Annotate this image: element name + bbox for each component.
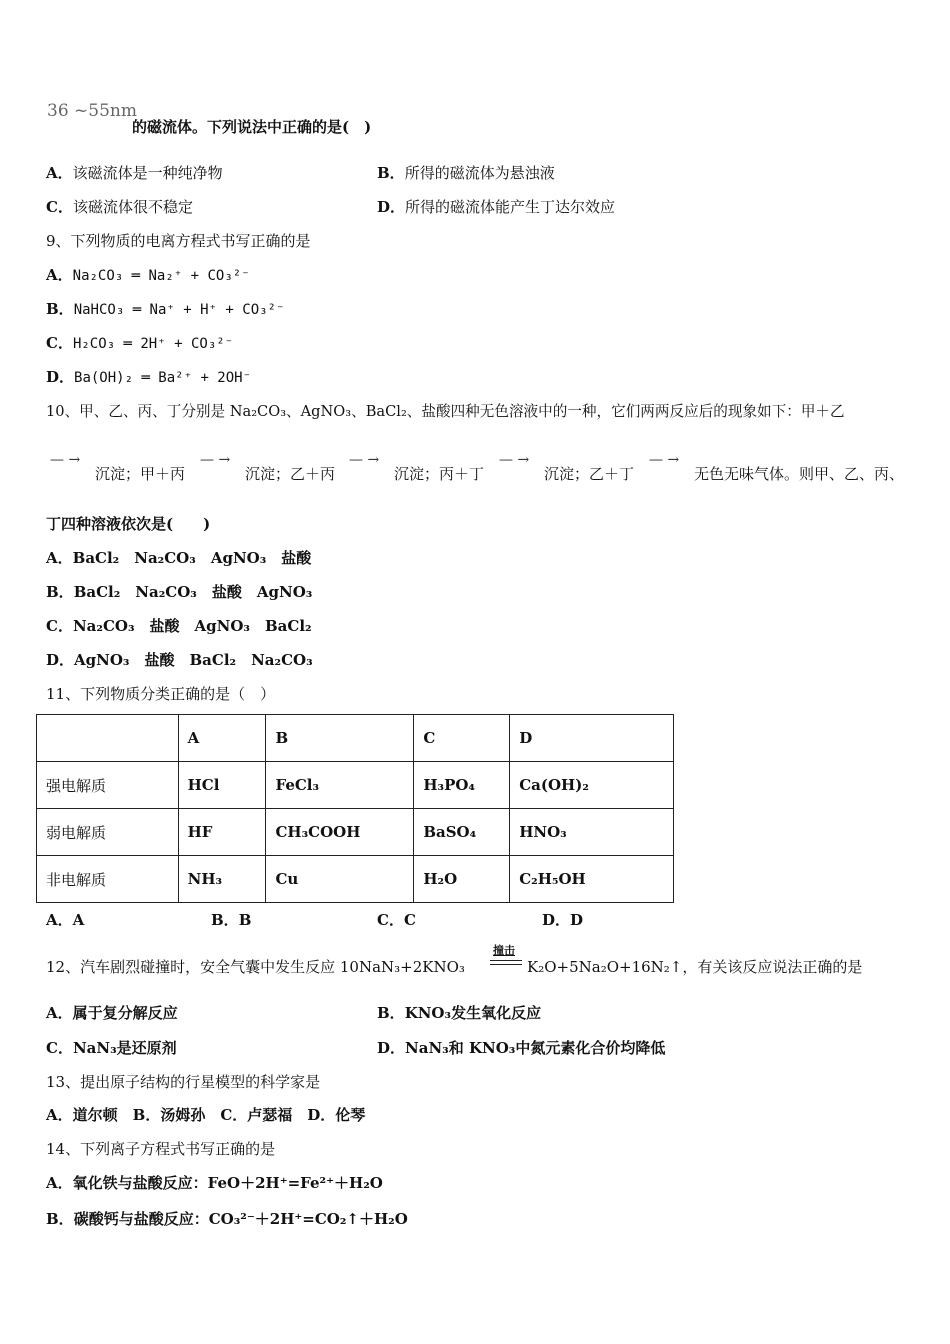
table-cell: BaSO₄ bbox=[414, 809, 510, 856]
q8-stem-tail: 的磁流体。下列说法中正确的是( ) bbox=[132, 118, 372, 136]
option-text: Na₂CO₃ 盐酸 AgNO₃ BaCl₂ bbox=[72, 617, 312, 635]
q8-option-c[interactable] bbox=[46, 196, 193, 217]
option-text: KNO₃发生氧化反应 bbox=[404, 1004, 542, 1022]
q14-option-a[interactable] bbox=[46, 1172, 383, 1193]
option-label: A． bbox=[46, 1174, 73, 1192]
option-text: 所得的磁流体为悬浊液 bbox=[404, 164, 555, 182]
equals-line-bottom bbox=[490, 964, 522, 965]
q13-stem: 13、提出原子结构的行星模型的科学家是 bbox=[46, 1073, 321, 1091]
q10-seg2: 沉淀；乙＋丙 bbox=[245, 465, 336, 483]
option-text: NaN₃是还原剂 bbox=[72, 1039, 177, 1057]
q13-options[interactable]: A．道尔顿 B．汤姆孙 C．卢瑟福 D．伦琴 bbox=[46, 1106, 366, 1124]
q9-option-b[interactable] bbox=[46, 298, 284, 319]
q14-stem: 14、下列离子方程式书写正确的是 bbox=[46, 1140, 276, 1158]
option-text: NaHCO₃ ═ Na⁺ + H⁺ + CO₃²⁻ bbox=[73, 302, 285, 318]
table-cell: C₂H₅OH bbox=[510, 856, 674, 903]
option-label: B． bbox=[46, 300, 74, 318]
option-label: B． bbox=[377, 1004, 405, 1022]
table-header-cell: A bbox=[178, 715, 266, 762]
q11-stem: 11、下列物质分类正确的是（ ） bbox=[46, 685, 276, 703]
option-text: B bbox=[238, 911, 252, 929]
option-text: BaCl₂ Na₂CO₃ 盐酸 AgNO₃ bbox=[73, 583, 313, 601]
q8-option-d[interactable] bbox=[377, 196, 615, 217]
option-text: BaCl₂ Na₂CO₃ AgNO₃ 盐酸 bbox=[72, 549, 312, 567]
option-label: C． bbox=[46, 617, 73, 635]
q10-seg3: 沉淀；丙＋丁 bbox=[394, 465, 485, 483]
q9-option-a[interactable] bbox=[46, 264, 250, 285]
table-cell: CH₃COOH bbox=[266, 809, 414, 856]
option-text: C bbox=[403, 911, 416, 929]
reaction-arrow: — → bbox=[50, 452, 81, 468]
q12-option-c[interactable] bbox=[46, 1037, 177, 1058]
option-text: A bbox=[72, 911, 85, 929]
q12-stem-after: K₂O+5Na₂O+16N₂↑，有关该反应说法正确的是 bbox=[527, 958, 863, 976]
option-label: D． bbox=[46, 368, 75, 386]
q10-seg5: 无色无味气体。则甲、乙、丙、 bbox=[694, 465, 905, 483]
option-text: 属于复分解反应 bbox=[72, 1004, 178, 1022]
option-label: D． bbox=[377, 198, 406, 216]
option-text: 该磁流体是一种纯净物 bbox=[72, 164, 223, 182]
q10-option-a[interactable] bbox=[46, 547, 311, 568]
option-label: C． bbox=[46, 1039, 73, 1057]
reaction-arrow: — → bbox=[349, 452, 380, 468]
table-row bbox=[37, 809, 674, 856]
equals-line-top bbox=[490, 960, 522, 961]
table-cell: H₃PO₄ bbox=[414, 762, 510, 809]
option-text: NaN₃和 KNO₃中氮元素化合价均降低 bbox=[405, 1039, 666, 1057]
table-row bbox=[37, 762, 674, 809]
q12-option-d[interactable] bbox=[377, 1037, 665, 1058]
reaction-arrow: — → bbox=[200, 452, 231, 468]
reaction-arrow: — → bbox=[649, 452, 680, 468]
table-cell: HCl bbox=[178, 762, 266, 809]
option-text: AgNO₃ 盐酸 BaCl₂ Na₂CO₃ bbox=[74, 651, 313, 669]
table-cell: Cu bbox=[266, 856, 414, 903]
option-label: B． bbox=[46, 1210, 74, 1228]
q10-line3: 丁四种溶液依次是( ) bbox=[46, 515, 211, 533]
q12-stem-before: 12、汽车剧烈碰撞时，安全气囊中发生反应 10NaN₃+2KNO₃ bbox=[46, 958, 465, 976]
option-label: A． bbox=[46, 549, 73, 567]
table-header-row bbox=[37, 715, 674, 762]
option-label: B． bbox=[377, 164, 405, 182]
option-label: D． bbox=[542, 911, 571, 929]
q10-seg4: 沉淀；乙＋丁 bbox=[544, 465, 635, 483]
q12-option-a[interactable] bbox=[46, 1002, 178, 1023]
table-cell: FeCl₃ bbox=[266, 762, 414, 809]
option-label: B． bbox=[46, 583, 74, 601]
q11-option-c[interactable] bbox=[377, 909, 416, 930]
table-header-cell: B bbox=[266, 715, 414, 762]
q11-option-b[interactable] bbox=[211, 909, 251, 930]
q10-seg1: 沉淀；甲＋丙 bbox=[95, 465, 186, 483]
option-label: D． bbox=[46, 651, 75, 669]
reaction-condition: 撞击 bbox=[493, 944, 515, 957]
table-cell: HNO₃ bbox=[510, 809, 674, 856]
nanometer-range-text: 36 ~55nm bbox=[47, 101, 137, 121]
q11-option-a[interactable] bbox=[46, 909, 84, 930]
option-text: Na₂CO₃ ═ Na₂⁺ + CO₃²⁻ bbox=[72, 268, 250, 284]
q8-option-b[interactable] bbox=[377, 162, 555, 183]
table-cell: 强电解质 bbox=[37, 762, 179, 809]
q8-option-a[interactable] bbox=[46, 162, 223, 183]
table-cell: NH₃ bbox=[178, 856, 266, 903]
table-cell: HF bbox=[178, 809, 266, 856]
q10-option-b[interactable] bbox=[46, 581, 312, 602]
q10-option-d[interactable] bbox=[46, 649, 313, 670]
option-label: B． bbox=[211, 911, 239, 929]
reaction-arrow: — → bbox=[499, 452, 530, 468]
option-text: 氧化铁与盐酸反应：FeO＋2H⁺=Fe²⁺＋H₂O bbox=[72, 1174, 383, 1192]
option-label: A． bbox=[46, 266, 73, 284]
table-cell: 非电解质 bbox=[37, 856, 179, 903]
q10-line1: 10、甲、乙、丙、丁分别是 Na₂CO₃、AgNO₃、BaCl₂、盐酸四种无色溶液中的一种，它们两两反应后的现象如下：甲＋乙 bbox=[46, 403, 845, 420]
option-label: A． bbox=[46, 1004, 73, 1022]
q9-option-c[interactable] bbox=[46, 332, 233, 353]
table-header-cell: C bbox=[414, 715, 510, 762]
option-label: C． bbox=[46, 198, 73, 216]
q10-option-c[interactable] bbox=[46, 615, 312, 636]
table-cell bbox=[37, 715, 179, 762]
option-label: A． bbox=[46, 164, 73, 182]
q11-option-d[interactable] bbox=[542, 909, 583, 930]
table-header-cell: D bbox=[510, 715, 674, 762]
option-label: D． bbox=[377, 1039, 406, 1057]
option-text: Ba(OH)₂ ═ Ba²⁺ + 2OH⁻ bbox=[74, 370, 252, 386]
q9-stem: 9、下列物质的电离方程式书写正确的是 bbox=[46, 232, 311, 250]
q9-option-d[interactable] bbox=[46, 366, 251, 387]
option-label: C． bbox=[46, 334, 73, 352]
q14-option-b[interactable] bbox=[46, 1208, 408, 1229]
option-text: 该磁流体很不稳定 bbox=[72, 198, 193, 216]
table-cell: 弱电解质 bbox=[37, 809, 179, 856]
option-text: 碳酸钙与盐酸反应：CO₃²⁻＋2H⁺=CO₂↑＋H₂O bbox=[73, 1210, 408, 1228]
option-label: C． bbox=[377, 911, 404, 929]
option-text: 所得的磁流体能产生丁达尔效应 bbox=[405, 198, 616, 216]
option-text: D bbox=[570, 911, 584, 929]
option-label: A． bbox=[46, 911, 73, 929]
q12-option-b[interactable] bbox=[377, 1002, 541, 1023]
table-row bbox=[37, 856, 674, 903]
table-cell: Ca(OH)₂ bbox=[510, 762, 674, 809]
option-text: H₂CO₃ ═ 2H⁺ + CO₃²⁻ bbox=[72, 336, 234, 352]
classification-table bbox=[36, 714, 674, 903]
table-cell: H₂O bbox=[414, 856, 510, 903]
